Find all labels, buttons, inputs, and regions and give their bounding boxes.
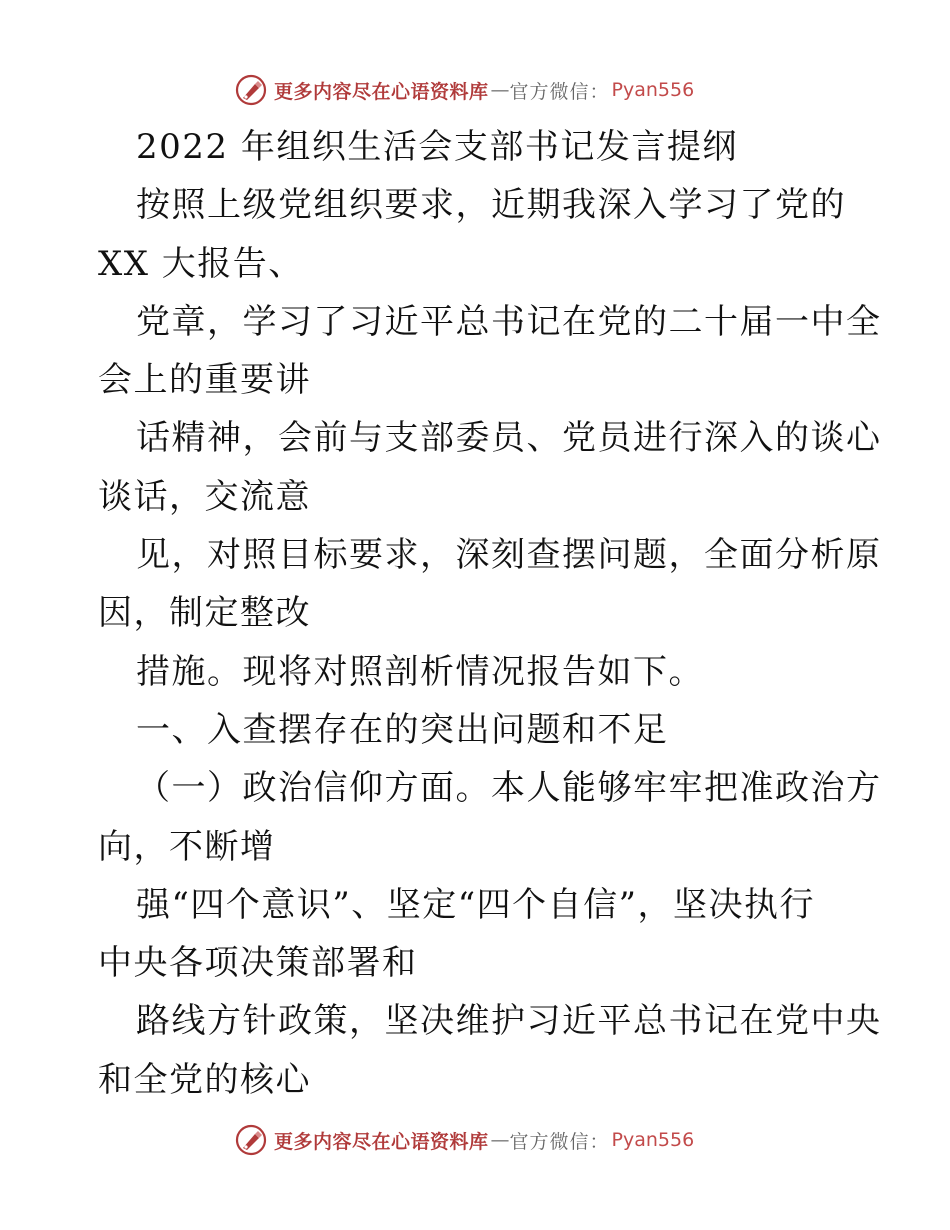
text-line: 向，不断增 — [98, 826, 276, 867]
text-line: 一、入查摆存在的突出问题和不足 — [136, 709, 669, 750]
text-line: 中央各项决策部署和 — [98, 943, 418, 984]
document-body — [98, 118, 882, 1109]
pen-nib-logo-icon — [234, 73, 268, 107]
text-line: 因，制定整改 — [98, 593, 311, 634]
text-line: 路线方针政策，坚决维护习近平总书记在党中央 — [136, 1001, 882, 1042]
watermark-main-text: 更多内容尽在心语资料库 — [274, 80, 489, 103]
pen-nib-logo-icon — [234, 1123, 268, 1157]
text-line: XX 大报告、 — [98, 243, 304, 284]
watermark-separator: — — [490, 79, 510, 101]
text-line: 强“四个意识”、坚定“四个自信”，坚决执行 — [136, 884, 816, 925]
watermark-tail-text: 官方微信： — [509, 1130, 610, 1153]
text-line: 党章，学习了习近平总书记在党的二十届一中全 — [136, 301, 882, 342]
text-line: （一）政治信仰方面。本人能够牢牢把准政治方 — [136, 768, 882, 809]
document-title: 2022 年组织生活会支部书记发言提纲 — [136, 127, 738, 167]
watermark-separator: — — [490, 1129, 510, 1151]
text-line: 按照上级党组织要求，近期我深入学习了党的 — [136, 185, 846, 226]
text-line: 和全党的核心 — [98, 1059, 311, 1100]
header-watermark — [234, 72, 694, 108]
footer-watermark — [234, 1122, 694, 1158]
watermark-handle: Pyan556 — [611, 1129, 695, 1151]
text-line: 会上的重要讲 — [98, 360, 311, 401]
watermark-tail-text: 官方微信： — [509, 80, 610, 103]
watermark-handle: Pyan556 — [611, 79, 695, 101]
text-line: 谈话，交流意 — [98, 476, 311, 517]
text-line: 话精神，会前与支部委员、党员进行深入的谈心 — [136, 418, 882, 459]
watermark-main-text: 更多内容尽在心语资料库 — [274, 1130, 489, 1153]
text-line: 见，对照目标要求，深刻查摆问题，全面分析原 — [136, 535, 882, 576]
text-line: 措施。现将对照剖析情况报告如下。 — [136, 651, 704, 692]
